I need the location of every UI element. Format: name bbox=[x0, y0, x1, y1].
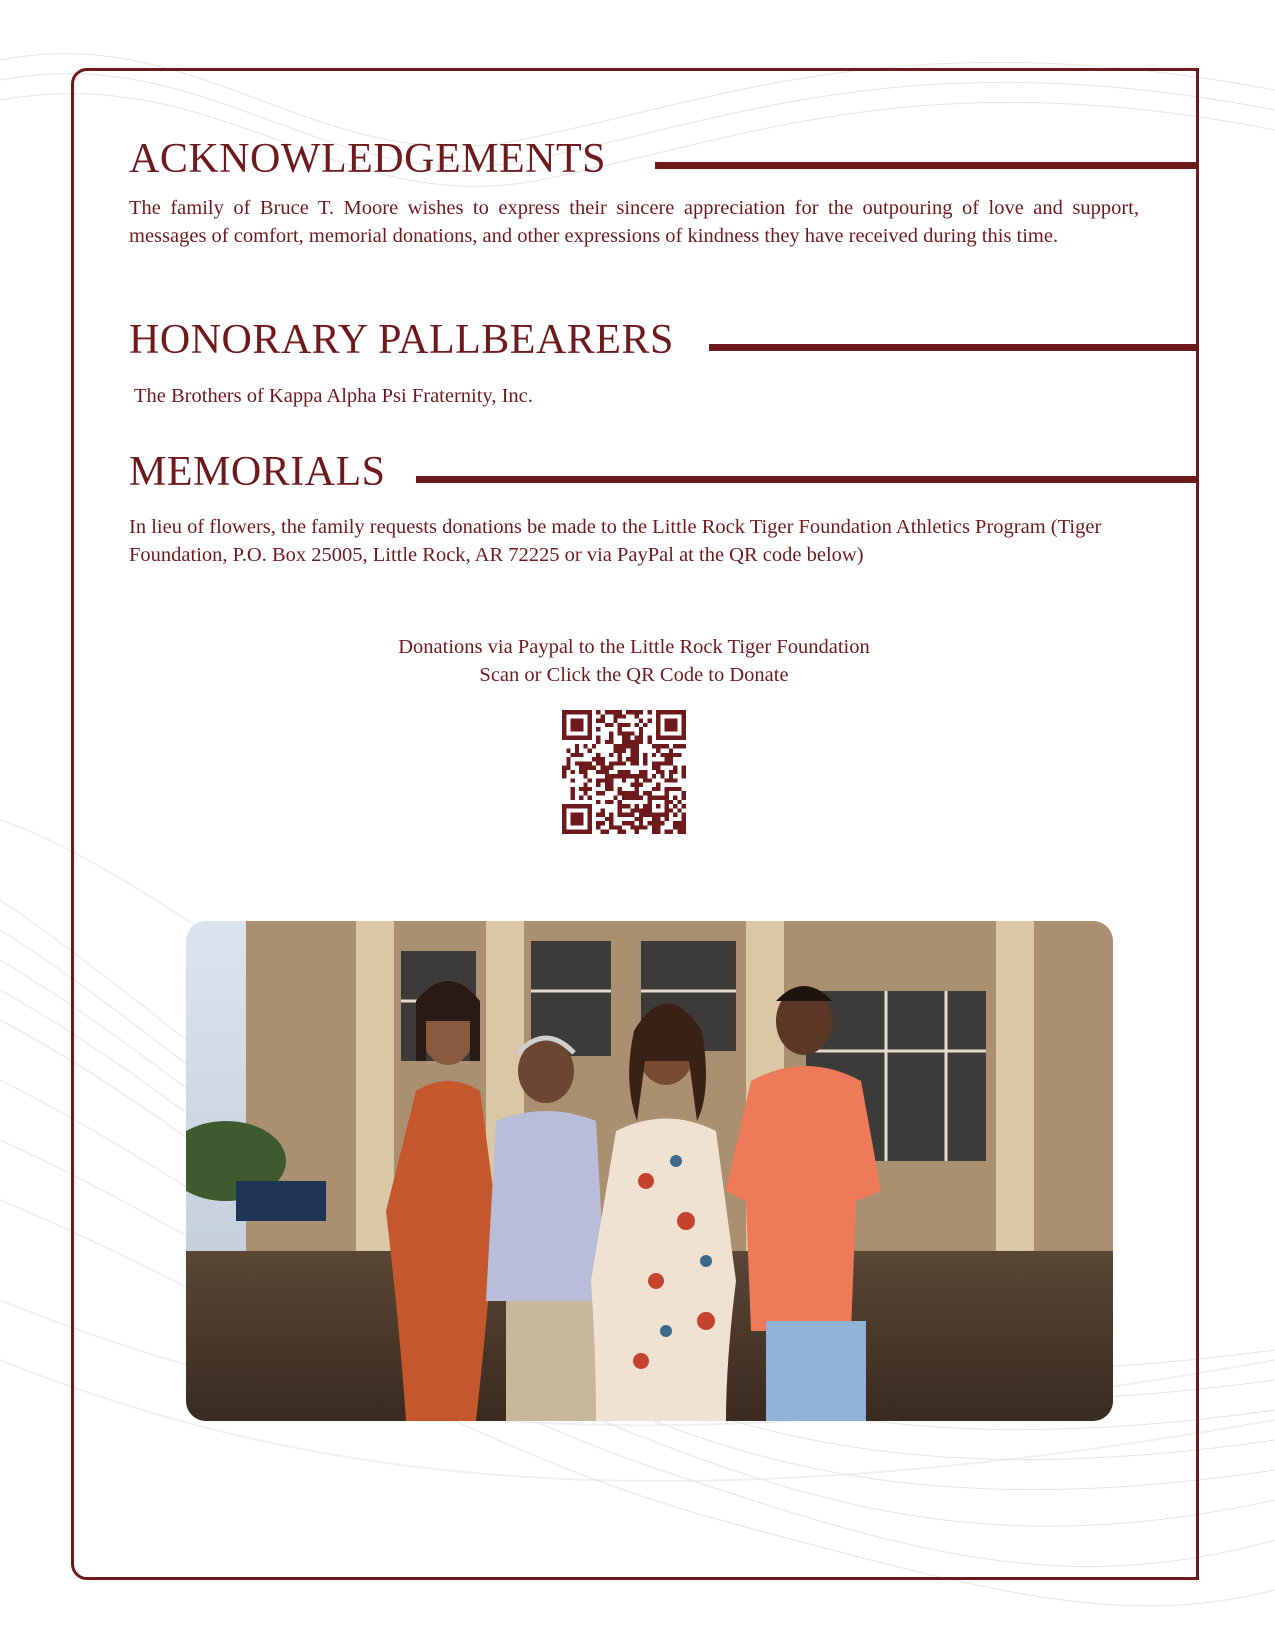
memorials-rule bbox=[416, 476, 1199, 483]
donation-line-1: Donations via Paypal to the Little Rock Tiger Foundation bbox=[398, 636, 870, 658]
acknowledgements-rule bbox=[655, 162, 1199, 169]
memorials-text: In lieu of flowers, the family requests donations be made to the Little Rock Tiger Foundation Athletics Program (Tiger Foundation, P.O. Box 25005, Little Rock, AR 72225 or via PayPal at the QR code below) bbox=[129, 516, 1102, 566]
pallbearers-text: The Brothers of Kappa Alpha Psi Fraternity, Inc. bbox=[134, 385, 533, 407]
pallbearers-rule bbox=[709, 344, 1199, 351]
memorials-heading: MEMORIALS bbox=[129, 449, 386, 495]
donation-line-2: Scan or Click the QR Code to Donate bbox=[479, 664, 789, 686]
family-photo bbox=[186, 921, 1113, 1421]
acknowledgements-heading: ACKNOWLEDGEMENTS bbox=[129, 136, 606, 182]
pallbearers-heading: HONORARY PALLBEARERS bbox=[129, 317, 674, 363]
qr-code[interactable] bbox=[562, 710, 686, 834]
acknowledgements-text: The family of Bruce T. Moore wishes to express their sincere appreciation for the outpouring of love and support, messages of comfort, memorial donations, and other expressions of kindness they have received during this time. bbox=[129, 197, 1139, 247]
donation-info bbox=[129, 633, 1139, 689]
